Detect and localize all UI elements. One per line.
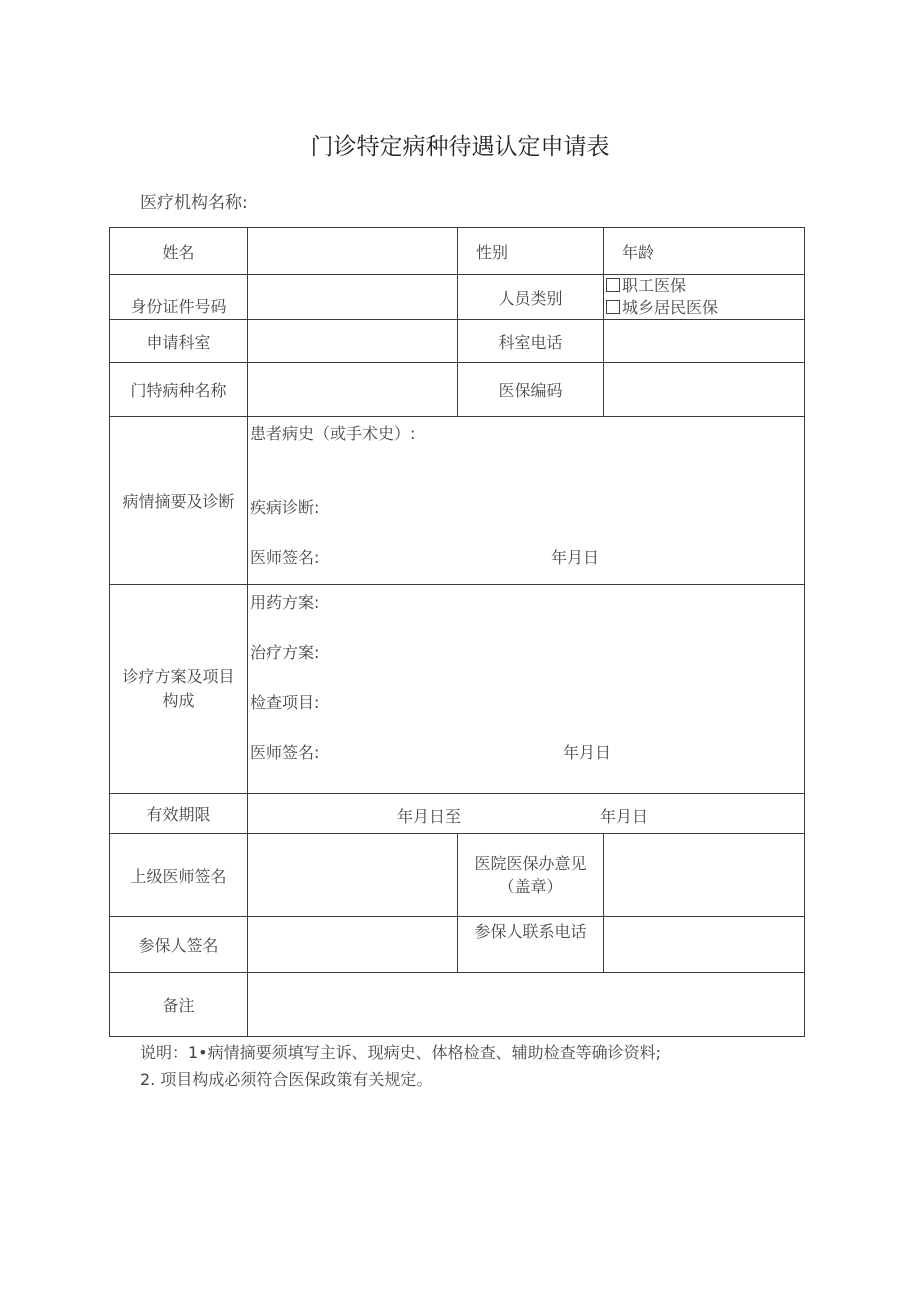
table-row bbox=[110, 834, 805, 917]
option-label: 职工医保 bbox=[622, 276, 687, 295]
exam-items-label: 检查项目: bbox=[250, 693, 320, 712]
hospital-office-opinion-field[interactable] bbox=[604, 834, 805, 917]
table-row bbox=[110, 417, 805, 585]
table-row bbox=[110, 320, 805, 363]
checkbox-icon[interactable] bbox=[606, 300, 620, 314]
hospital-office-label-line2: （盖章） bbox=[498, 877, 563, 896]
person-type-label: 人员类别 bbox=[458, 275, 604, 320]
plan-items-label-line1: 诊疗方案及项目 bbox=[122, 667, 235, 686]
plan-doctor-sign-label: 医师签名: bbox=[250, 743, 320, 762]
history-label: 患者病史（或手术史）: bbox=[250, 424, 416, 443]
gender-label: 性别 bbox=[458, 228, 604, 275]
name-field[interactable] bbox=[248, 228, 458, 275]
summary-diagnosis-cell[interactable] bbox=[248, 417, 805, 585]
option-employee-insurance[interactable] bbox=[606, 275, 804, 297]
department-label: 申请科室 bbox=[110, 320, 248, 363]
insured-sign-field[interactable] bbox=[248, 917, 458, 973]
table-row bbox=[110, 228, 805, 275]
remarks-field[interactable] bbox=[248, 973, 805, 1037]
department-phone-field[interactable] bbox=[604, 320, 805, 363]
application-form-table bbox=[109, 227, 805, 1037]
senior-doctor-sign-field[interactable] bbox=[248, 834, 458, 917]
disease-name-field[interactable] bbox=[248, 363, 458, 417]
id-number-label: 身份证件号码 bbox=[110, 275, 248, 320]
validity-to-label: 年月日 bbox=[600, 806, 649, 826]
name-label: 姓名 bbox=[110, 228, 248, 275]
sign-date-label: 年月日 bbox=[551, 548, 600, 567]
table-row bbox=[110, 363, 805, 417]
validity-label: 有效期限 bbox=[110, 794, 248, 834]
plan-items-cell[interactable] bbox=[248, 585, 805, 794]
insurance-code-label: 医保编码 bbox=[458, 363, 604, 417]
hospital-office-opinion-label bbox=[458, 834, 604, 917]
senior-doctor-sign-label: 上级医师签名 bbox=[110, 834, 248, 917]
table-row bbox=[110, 973, 805, 1037]
insured-phone-field[interactable] bbox=[604, 917, 805, 973]
doctor-sign-label: 医师签名: bbox=[250, 548, 320, 567]
plan-items-label bbox=[110, 585, 248, 794]
validity-from-label: 年月日至 bbox=[397, 806, 462, 826]
option-label: 城乡居民医保 bbox=[622, 298, 719, 317]
form-title: 门诊特定病种待遇认定申请表 bbox=[310, 134, 610, 160]
id-number-field[interactable] bbox=[248, 275, 458, 320]
department-phone-label: 科室电话 bbox=[458, 320, 604, 363]
table-row bbox=[110, 275, 805, 320]
hospital-office-label-line1: 医院医保办意见 bbox=[474, 854, 587, 873]
medication-plan-label: 用药方案: bbox=[250, 593, 320, 612]
validity-cell[interactable] bbox=[248, 794, 805, 834]
note-line-2: 2. 项目构成必须符合医保政策有关规定。 bbox=[140, 1070, 433, 1089]
age-label: 年龄 bbox=[604, 228, 805, 275]
table-row bbox=[110, 794, 805, 834]
option-resident-insurance[interactable] bbox=[606, 297, 804, 319]
treatment-plan-label: 治疗方案: bbox=[250, 643, 320, 662]
person-type-options bbox=[604, 275, 805, 320]
insurance-code-field[interactable] bbox=[604, 363, 805, 417]
summary-diagnosis-label: 病情摘要及诊断 bbox=[110, 417, 248, 585]
diagnosis-label: 疾病诊断: bbox=[250, 498, 320, 517]
insured-sign-label: 参保人签名 bbox=[110, 917, 248, 973]
note-line-1: 说明：1•病情摘要须填写主诉、现病史、体格检查、辅助检查等确诊资料; bbox=[140, 1043, 662, 1062]
remarks-label: 备注 bbox=[110, 973, 248, 1037]
table-row bbox=[110, 917, 805, 973]
department-field[interactable] bbox=[248, 320, 458, 363]
form-notes bbox=[140, 1039, 661, 1093]
institution-name-label: 医疗机构名称: bbox=[140, 193, 248, 213]
disease-name-label: 门特病种名称 bbox=[110, 363, 248, 417]
plan-sign-date-label: 年月日 bbox=[563, 743, 612, 762]
table-row bbox=[110, 585, 805, 794]
plan-items-label-line2: 构成 bbox=[162, 691, 195, 710]
insured-phone-label: 参保人联系电话 bbox=[458, 917, 604, 973]
checkbox-icon[interactable] bbox=[606, 278, 620, 292]
